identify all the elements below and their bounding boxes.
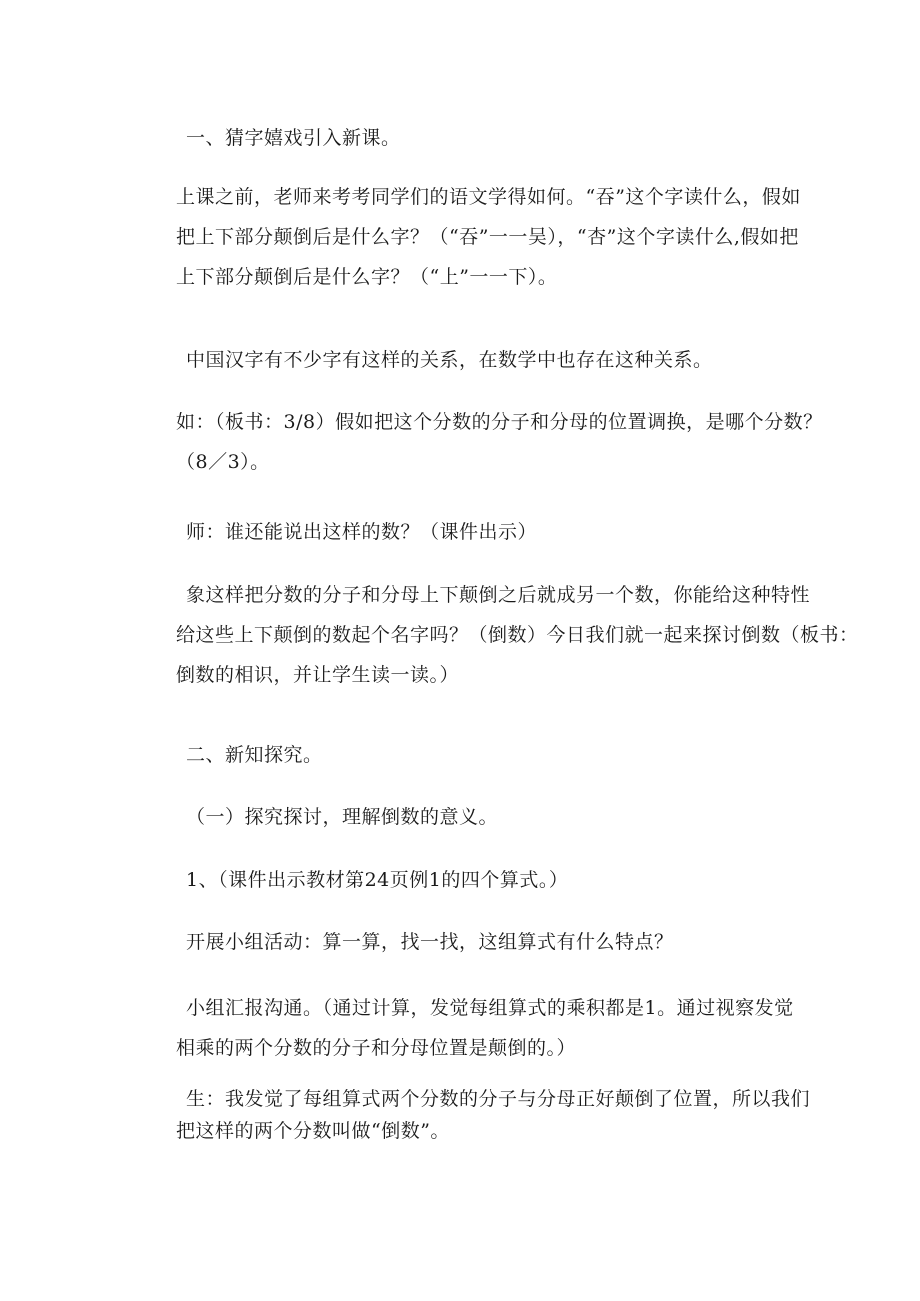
text-line: 把上下部分颠倒后是什么字？（“吞”一一吴），“杏”这个字读什么,假如把 (176, 226, 799, 248)
text-line: 上课之前，老师来考考同学们的语文学得如何。“吞”这个字读什么，假如 (176, 186, 801, 208)
paragraph-group-activity (186, 922, 806, 962)
text-line: （8／3）。 (176, 451, 270, 473)
heading-section-1 (186, 118, 806, 158)
text-line: 一、猜字嬉戏引入新课。 (186, 127, 401, 149)
paragraph-group-report (176, 988, 796, 1068)
text-line: 师：谁还能说出这样的数？（课件出示） (186, 521, 538, 543)
paragraph-teacher-question (186, 512, 806, 552)
paragraph-intro (176, 177, 801, 297)
text-line: 如：（板书：3/8）假如把这个分数的分子和分母的位置调换，是哪个分数？ (176, 411, 823, 433)
paragraph-naming (176, 575, 859, 695)
text-line: 小组汇报沟通。（通过计算，发觉每组算式的乘积都是1。通过视察发觉 (186, 997, 794, 1019)
paragraph-example (176, 402, 823, 482)
text-line: 相乘的两个分数的分子和分母位置是颠倒的。） (176, 1037, 577, 1059)
text-line: 开展小组活动：算一算，找一找，这组算式有什么特点？ (186, 931, 674, 953)
text-line: 把这样的两个分数叫做“倒数”。 (176, 1120, 450, 1142)
heading-section-2 (186, 735, 806, 775)
text-line: 倒数的相识，并让学生读一读。） (176, 664, 460, 686)
text-line: 象这样把分数的分子和分母上下颠倒之后就成另一个数，你能给这种特性 (186, 584, 811, 606)
paragraph-chinese-characters (186, 340, 806, 380)
text-line: 1、（课件出示教材第24页例1的四个算式。） (186, 869, 569, 891)
paragraph-student-answer (176, 1083, 811, 1147)
text-line: 中国汉字有不少字有这样的关系，在数学中也存在这种关系。 (186, 349, 713, 371)
text-line: 给这些上下颠倒的数起个名字吗？（倒数）今日我们就一起来探讨倒数（板书： (176, 624, 859, 646)
text-line: （一）探究探讨，理解倒数的意义。 (186, 806, 499, 828)
text-line: 生：我发觉了每组算式两个分数的分子与分母正好颠倒了位置，所以我们 (186, 1088, 811, 1110)
text-line: 二、新知探究。 (186, 744, 323, 766)
heading-subsection-1 (186, 797, 806, 837)
paragraph-step-1 (186, 860, 806, 900)
text-line: 上下部分颠倒后是什么字？（“上”一一下）。 (176, 266, 558, 288)
